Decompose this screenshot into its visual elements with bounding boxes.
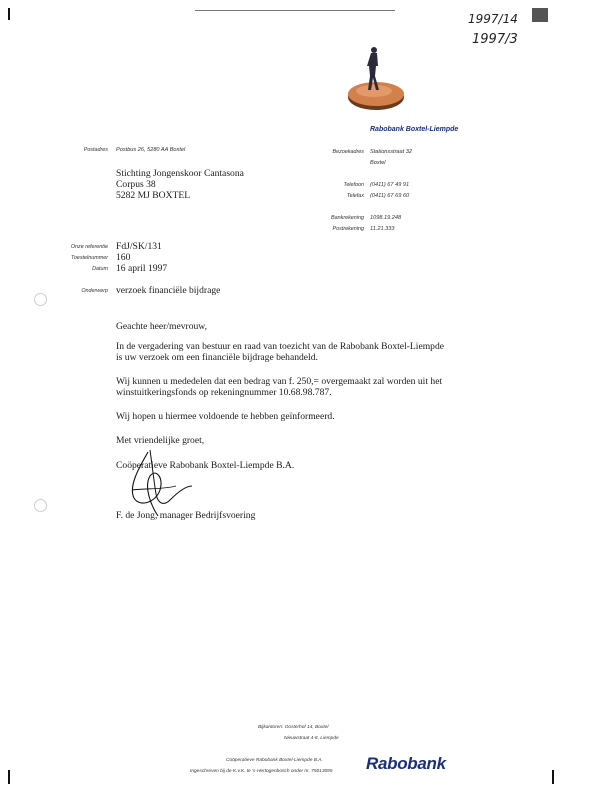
our-reference-value: FdJ/SK/131 [116, 241, 162, 252]
fax-value: (0411) 67 69 60 [370, 193, 410, 199]
postal-address-value: Postbus 26, 5280 AA Boxtel [116, 147, 186, 153]
paragraph-3: Wij hopen u hiermee voldoende te hebben geïnformeerd. [116, 411, 335, 422]
brand-office: Rabobank Boxtel-Liempde [370, 126, 459, 133]
phone-label: Telefoon [343, 182, 364, 188]
punch-hole-bottom [34, 499, 47, 512]
footer-legal-1: Coöperatieve Rabobank Boxtel-Liempde B.A. [226, 758, 323, 763]
visit-address-street: Stationsstraat 32 [370, 149, 412, 155]
scan-mark-top [195, 10, 395, 11]
closing: Met vriendelijke groet, [116, 435, 205, 446]
date-label: Datum [92, 266, 108, 272]
paragraph-1-line-1: In de vergadering van bestuur en raad van toezicht van de Rabobank Boxtel-Liempde [116, 341, 445, 352]
punch-hole-top [34, 293, 47, 306]
handwritten-note-top: 1997/14 [468, 12, 518, 26]
visit-address-label: Bezoekadres [332, 149, 364, 155]
recipient-line-2: Corpus 38 [116, 179, 156, 190]
visit-address-city: Boxtel [370, 160, 386, 166]
fax-label: Telefax [346, 193, 364, 199]
bank-account-value: 1098.19.248 [370, 215, 402, 221]
signatory: F. de Jong, manager Bedrijfsvoering [116, 510, 256, 521]
extension-label: Toestelnummer [71, 255, 108, 261]
postal-account-label: Postrekening [332, 226, 364, 232]
footer-branch-2: Nieuwstraat 4-8, Liempde [284, 736, 339, 741]
postal-account-value: 11.21.333 [370, 226, 395, 232]
company-name: Coöperatieve Rabobank Boxtel-Liempde B.A. [116, 460, 295, 471]
date-value: 16 april 1997 [116, 263, 168, 274]
scan-mark-bottom-left [8, 770, 10, 784]
postal-address-label: Postadres [83, 147, 108, 153]
footer-branch-1: Bijkantoren: Oosterhof 14, Boxtel [258, 725, 329, 730]
recipient-line-1: Stichting Jongenskoor Cantasona [116, 168, 244, 179]
handwritten-note-second: 1997/3 [472, 32, 518, 47]
extension-value: 160 [116, 252, 131, 263]
subject-label: Onderwerp [81, 288, 108, 294]
scan-mark-top-left [8, 8, 10, 20]
footer-legal-2: Ingeschreven bij de K.v.K. te 's-Hertogenbosch onder nr. 75013095 [190, 769, 333, 774]
paragraph-2-line-2: winstuitkeringsfonds op rekeningnummer 10.68.98.787. [116, 387, 332, 398]
paragraph-1-line-2: is uw verzoek om een financiële bijdrage behandeld. [116, 352, 318, 363]
paragraph-2-line-1: Wij kunnen u mededelen dat een bedrag van f. 250,= overgemaakt zal worden uit het [116, 376, 443, 387]
rabobank-figure-logo [338, 42, 418, 122]
salutation: Geachte heer/mevrouw, [116, 321, 208, 332]
scan-mark-top-right [532, 8, 548, 22]
bank-account-label: Bankrekening [331, 215, 364, 221]
subject-value: verzoek financiële bijdrage [116, 285, 221, 296]
phone-value: (0411) 67 49 91 [370, 182, 410, 188]
our-reference-label: Onze referentie [70, 244, 108, 250]
rabobank-logo: Rabobank [366, 754, 446, 773]
scan-mark-bottom-right [552, 770, 554, 784]
recipient-line-3: 5282 MJ BOXTEL [116, 190, 191, 201]
